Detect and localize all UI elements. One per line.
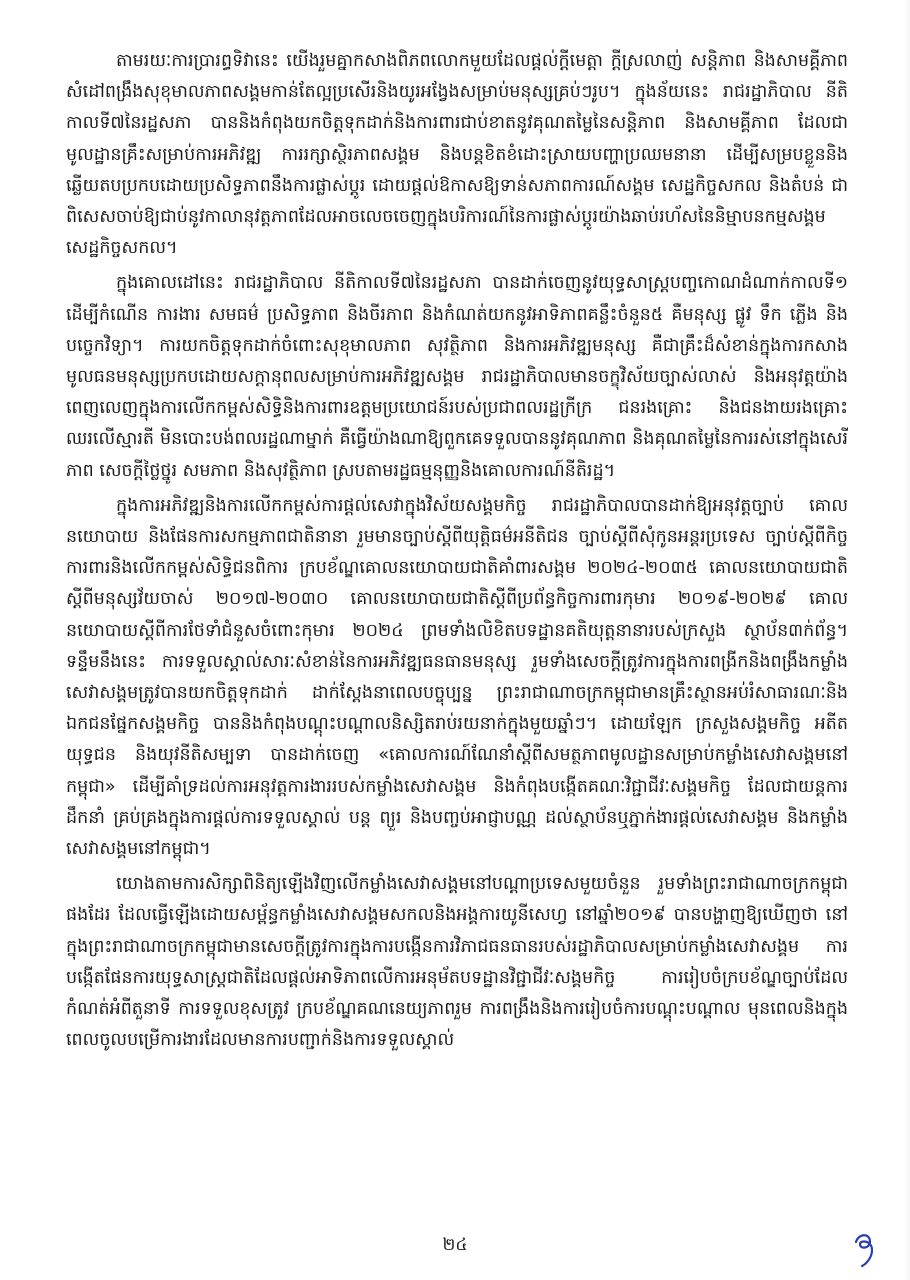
paragraph-2: ក្នុងគោលដៅនេះ រាជរដ្ឋាភិបាល នីតិកាលទី៧នៃរដ្ឋសភា បានដាក់ចេញនូវយុទ្ធសាស្ត្របញ្ចកោណដំណាក់កាលទី១ ដើម្បីកំណើន ការងារ សមធម៌ ប្រសិទ្ធភាព និងចីរភាព និងកំណត់យកនូវអាទិភាពគន្លឹះចំនួន៥ គឺមនុស្ស ផ្លូវ ទឹក ភ្លើង និងបច្ចេកវិទ្យា។ ការយកចិត្តទុកដាក់ចំពោះសុខុមាលភាព សុវត្ថិភាព និងការអភិវឌ្ឍមនុស្ស គឺជាគ្រឹះដ៏សំខាន់ក្នុងការកសាងមូលធនមនុស្សប្រកបដោយសក្តានុពលសម្រាប់ការអភិវឌ្ឍសង្គម រាជរដ្ឋាភិបាលមានចក្ខុវិស័យច្បាស់លាស់ និងអនុវត្តយ៉ាងពេញលេញក្នុងការលើកកម្ពស់សិទ្ធិនិងការពារឧត្តមប្រយោជន៍របស់ប្រជាពលរដ្ឋក្រីក្រ ជនរងគ្រោះ និងជនងាយរងគ្រោះ ឈរលើស្មារតី មិនបោះបង់ពលរដ្ឋណាម្នាក់ គឺធ្វើយ៉ាងណាឱ្យពួកគេទទួលបាននូវគុណភាព និងគុណតម្លៃនៃការរស់នៅក្នុងសេរីភាព សេចក្តីថ្លៃថ្នូរ សមភាព និងសុវត្ថិភាព ស្របតាមរដ្ឋធម្មនុញ្ញនិងគោលការណ៍នីតិរដ្ឋ។ bbox=[66, 273, 848, 481]
paragraph-1: តាមរយៈការប្រារព្ធទិវានេះ យើងរួមគ្នាកសាងពិភពលោកមួយដែលផ្តល់ក្តីមេត្តា ក្តីស្រលាញ់ សន្តិភាព និងសាមគ្គីភាព សំដៅពង្រឹងសុខុមាលភាពសង្គមកាន់តែល្អប្រសើរនិងយូរអង្វែងសម្រាប់មនុស្សគ្រប់ៗរូប។ ក្នុងន័យនេះ រាជរដ្ឋាភិបាល នីតិកាលទី៧នៃរដ្ឋសភា បាននិងកំពុងយកចិត្តទុកដាក់និងការពារជាប់ខាតនូវគុណតម្លៃនៃសន្តិភាព និងសាមគ្គីភាព ដែលជាមូលដ្ឋានគ្រឹះសម្រាប់ការអភិវឌ្ឍ ការរក្សាស្ថិរភាពសង្គម និងបន្តខិតខំដោះស្រាយបញ្ហាប្រឈមនានា ដើម្បីសម្របខ្លួននិងឆ្លើយតបប្រកបដោយប្រសិទ្ធភាពនឹងការផ្លាស់ប្តូរ ដោយផ្តល់ឱកាសឱ្យទាន់សភាពការណ៍សង្គម សេដ្ឋកិច្ចសកល និងតំបន់ ជាពិសេសចាប់ឱ្យជាប់នូវកាលានុវត្តភាពដែលអាចលេចចេញក្នុងបរិការណ៍នៃការផ្លាស់ប្តូរយ៉ាងឆាប់រហ័សនៃនិម្មាបនកម្មសង្គម សេដ្ឋកិច្ចសកល។ bbox=[66, 51, 848, 259]
paragraph-3: ក្នុងការអភិវឌ្ឍនិងការលើកកម្ពស់ការផ្តល់សេវាក្នុងវិស័យសង្គមកិច្ច រាជរដ្ឋាភិបាលបានដាក់ឱ្យអនុវត្តច្បាប់ គោលនយោបាយ និងផែនការសកម្មភាពជាតិនានា រួមមានច្បាប់ស្តីពីយុត្តិធម៌អនីតិជន ច្បាប់ស្តីពីសុំកូនអន្តរប្រទេស ច្បាប់ស្តីពីកិច្ចការពារនិងលើកកម្ពស់សិទ្ធិជនពិការ ក្របខ័ណ្ឌគោលនយោបាយជាតិគាំពារសង្គម ២០២៤-២០៣៥ គោលនយោបាយជាតិស្តីពីមនុស្សវ័យចាស់ ២០១៧-២០៣០ គោលនយោបាយជាតិស្តីពីប្រព័ន្ធកិច្ចការពារកុមារ ២០១៩-២០២៩ គោលនយោបាយស្តីពីការថែទាំជំនួសចំពោះកុមារ ២០២៤ ព្រមទាំងលិខិតបទដ្ឋានគតិយុត្តនានារបស់ក្រសួង ស្ថាប័ន៣ក់ព័ន្ធ។ ទន្ទឹមនឹងនេះ ការទទួលស្គាល់សារៈសំខាន់នៃការអភិវឌ្ឍធនធានមនុស្ស រួមទាំងសេចក្តីត្រូវការក្នុងការពង្រីកនិងពង្រឹងកម្លាំងសេវាសង្គមត្រូវបានយកចិត្តទុកដាក់ ដាក់ស្តែងនាពេលបច្ចុប្បន្ន ព្រះរាជាណាចក្រកម្ពុជាមានគ្រឹះស្ថានអប់រំសាធារណៈនិងឯកជនផ្នែកសង្គមកិច្ច បាននិងកំពុងបណ្តុះបណ្តាលនិស្សិតរាប់រយនាក់ក្នុងមួយឆ្នាំៗ។ ដោយឡែក ក្រសួងសង្គមកិច្ច អតីតយុទ្ធជន និងយុវនីតិសម្បទា បានដាក់ចេញ «គោលការណ៍ណែនាំស្តីពីសមត្ថភាពមូលដ្ឋានសម្រាប់កម្លាំងសេវាសង្គមនៅកម្ពុជា» ដើម្បីគាំទ្រដល់ការអនុវត្តការងាររបស់កម្លាំងសេវាសង្គម និងកំពុងបង្កើតគណៈវិជ្ជាជីវៈសង្គមកិច្ច ដែលជាយន្តការដឹកនាំ គ្រប់គ្រងក្នុងការផ្តល់ការទទួលស្គាល់ បន្ត ព្យួរ និងបញ្ចប់អាជ្ញាបណ្ណ ដល់ស្ថាប័នឬភ្នាក់ងារផ្តល់សេវាសង្គម និងកម្លាំងសេវាសង្គមនៅកម្ពុជា។ bbox=[66, 495, 848, 860]
paragraph-4: យោងតាមការសិក្សាពិនិត្យឡើងវិញលើកម្លាំងសេវាសង្គមនៅបណ្តាប្រទេសមួយចំនួន រួមទាំងព្រះរាជាណាចក្រកម្ពុជាផងដែរ ដែលធ្វើឡើងដោយសម្ព័ន្ធកម្លាំងសេវាសង្គមសកលនិងអង្គការយូនីសេហ្វ នៅឆ្នាំ២០១៩ បានបង្ហាញឱ្យឃើញថា នៅក្នុងព្រះរាជាណាចក្រកម្ពុជាមានសេចក្តីត្រូវការក្នុងការបង្កើនការវិភាជធនធានរបស់រដ្ឋាភិបាលសម្រាប់កម្លាំងសេវាសង្គម ការបង្កើតផែនការយុទ្ធសាស្ត្រជាតិដែលផ្តល់អាទិភាពលើការអនុម័តបទដ្ឋានវិជ្ជាជីវៈសង្គមកិច្ច ការរៀបចំក្របខ័ណ្ឌច្បាប់ដែលកំណត់អំពីតួនាទី ការទទួលខុសត្រូវ ក្របខ័ណ្ឌគណនេយ្យភាពរួម ការពង្រឹងនិងការរៀបចំការបណ្តុះបណ្តាល មុនពេលនិងក្នុងពេលចូលបម្រើការងារដែលមានការបញ្ជាក់និងការទទួលស្គាល់ bbox=[66, 874, 848, 1051]
handwritten-initial-icon bbox=[848, 1228, 880, 1268]
page-number: ២៤ bbox=[442, 1235, 468, 1255]
page-edge-shadow bbox=[904, 0, 910, 1280]
